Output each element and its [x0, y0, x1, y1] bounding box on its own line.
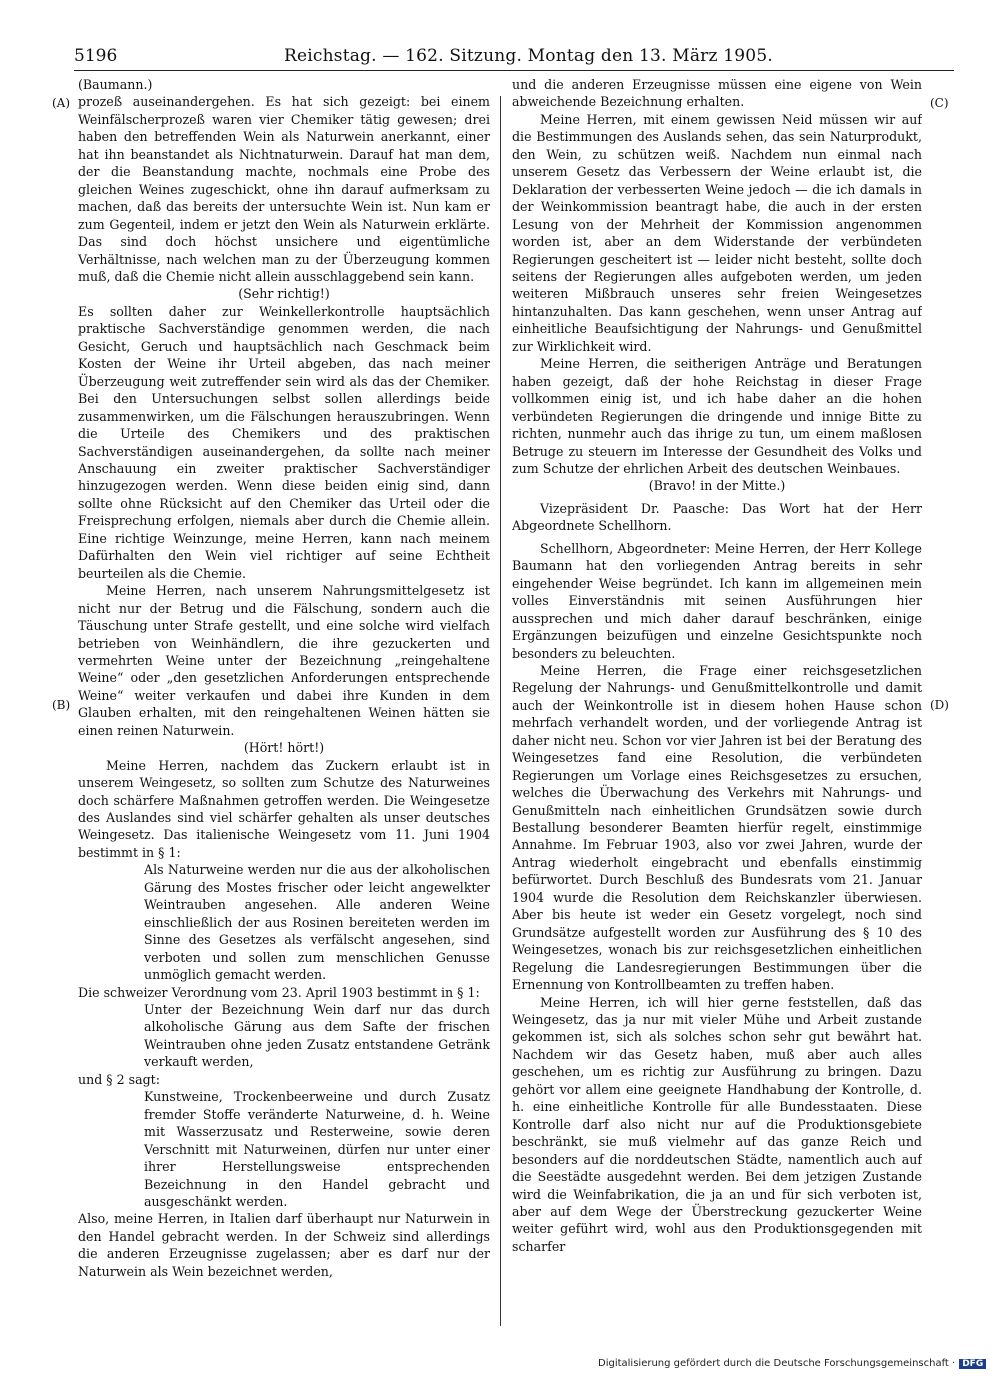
paragraph: prozeß auseinandergehen. Es hat sich gezeigt: bei einem Weinfälscherprozeß waren vier Chemiker tätig gewesen; drei haben den betreffenden Wein als Naturwein anerkannt, einer hat ihn beanstandet als Nichtnaturwein. Darauf hat man dem, der die Beanstandung machte, nochmals eine Probe des gleichen Weines zugeschickt, ohne ihn darauf aufmerksam zu machen, daß das bereits der untersuchte Wein ist. Nun kam er zum Gegenteil, indem er jetzt den Wein als Naturwein erklärte. Das sind doch höchst unsichere und eigentümliche Verhältnisse, nach welchen man zu der Überzeugung kommen muß, daß die Chemie nicht allein ausschlaggebend sein kann. [78, 94, 490, 284]
footer-credit: Digitalisierung gefördert durch die Deutsche Forschungsgemeinschaft · [598, 1358, 956, 1369]
margin-mark-d: (D) [930, 698, 949, 712]
paragraph: Es sollten daher zur Weinkellerkontrolle hauptsächlich praktische Sachverständige genommen werden, die nach Gesicht, Geruch und hauptsächlich nach Geschmack beim Kosten der Weine ihr Urteil abgeben, das nach meiner Überzeugung weit zutreffender sein wird als das der Chemiker. Bei den Untersuchungen selbst sollen allerdings beide zusammenwirken, um die Fälschungen herauszubringen. Wenn die Urteile des Chemikers und des praktischen Sachverständigen auseinandergehen, da sollte nach meiner Anschauung ein zweiter praktischer Sachverständiger hinzugezogen werden. Wenn diese beiden einig sind, dann sollte ohne Rücksicht auf den Chemiker das Urteil oder die Freisprechung erfolgen, niemals aber durch die Chemie allein. Eine richtige Weinzunge, meine Herren, kann nach meinem Dafürhalten den Wein viel richtiger auf seine Echtheit beurteilen als die Chemie. [78, 303, 490, 581]
paragraph: Meine Herren, die Frage einer reichsgesetzlichen Regelung der Nahrungs- und Genußmittelkontrolle und damit auch der Weinkontrolle ist in diesem hohen Hause schon mehrfach verhandelt worden, und der vorliegende Antrag ist daher nicht neu. Schon vor vier Jahren ist bei der Beratung des Weingesetzes fand eine Resolution, die verbündeten Regierungen um Vorlage eines Reichsgesetzes zu ersuchen, welches die Überwachung des Verkehrs mit Nahrungs- und Genußmitteln nach einheitlichen Grundsätzen sowie durch Bestallung besonderer Beamten hierfür regelt, einstimmige Annahme. Im Februar 1903, also vor zwei Jahren, wurde der Antrag wiederholt eingebracht und ebenfalls einstimmig befürwortet. Durch Beschluß des Bundesrats vom 21. Januar 1904 wurde die Resolution dem Reichskanzler überwiesen. Aber bis heute ist weder ein Gesetz vorgelegt, noch sind Grundsätze aufgestellt worden zur Ausführung des § 10 des Weingesetzes, wonach bis zur reichsgesetzlichen einheitlichen Regelung die Landesregierungen Bestimmungen über die Ernennung von Kontrollbeamten zu treffen haben. [512, 662, 922, 993]
page-header [74, 44, 954, 71]
paragraph: Unter der Bezeichnung Wein darf nur das durch alkoholische Gärung aus dem Safte der frischen Weintrauben ohne jeden Zusatz entstandene Getränk verkauft werden, [144, 1002, 490, 1070]
paragraph: (Hört! hört!) [243, 740, 325, 756]
left-column [78, 76, 490, 1326]
paragraph: (Sehr richtig!) [238, 286, 330, 302]
paragraph: Kunstweine, Trockenbeerweine und durch Zusatz fremder Stoffe veränderte Naturweine, d. h. Weine mit Wasserzusatz und Resterweine, sowie deren Verschnitt mit Naturweinen, dürfen nur unter einer ihrer Herstellungsweise entsprechenden Bezeichnung in den Handel gebracht und ausgeschänkt werden. [144, 1089, 490, 1209]
paragraph: (Baumann.) [78, 77, 153, 92]
paragraph: Meine Herren, nachdem das Zuckern erlaubt ist in unserem Weingesetz, so sollten zum Schutze des Naturweines doch schärfere Maßnahmen getroffen werden. Die Weingesetze des Auslandes sind viel schärfer gehalten als unser deutsches Weingesetz. Das italienische Weingesetz vom 11. Juni 1904 bestimmt in § 1: [78, 757, 490, 860]
margin-mark-b: (B) [52, 698, 71, 712]
margin-mark-a: (A) [52, 96, 71, 110]
paragraph: Die schweizer Verordnung vom 23. April 1903 bestimmt in § 1: [78, 984, 480, 1000]
paragraph: Meine Herren, nach unserem Nahrungsmittelgesetz ist nicht nur der Betrug und die Fälschung, sondern auch die Täuschung unter Strafe gestellt, und eine solche wird vielfach betrieben von Weinhändlern, die ihre gezuckerten und vermehrten Weine unter der Bezeichnung „reingehaltene Weine“ oder „den gesetzlichen Anforderungen entsprechende Weine“ weiter verkaufen und dabei ihre Kunden in dem Glauben erhalten, mit den reingehaltenen Weinen hätten sie einen reinen Naturwein. [78, 583, 490, 738]
paragraph: (Bravo! in der Mitte.) [648, 478, 786, 494]
footer [598, 1358, 986, 1369]
right-column [512, 76, 922, 1326]
column-divider [500, 96, 501, 1326]
paragraph: und § 2 sagt: [78, 1071, 160, 1087]
page-number: 5196 [74, 46, 118, 66]
paragraph: Als Naturweine werden nur die aus der alkoholischen Gärung des Mostes frischer oder leicht angewelkter Weintrauben angesehen. Alle anderen Weine einschließlich der aus Rosinen bereiteten werden im Sinne des Gesetzes als verfälscht angesehen, sind verboten und sollen zum menschlichen Genusse unmöglich gemacht werden. [144, 862, 490, 983]
paragraph: Vizepräsident Dr. Paasche: Das Wort hat der Herr Abgeordnete Schellhorn. [512, 500, 922, 534]
dfg-logo: DFG [959, 1359, 986, 1369]
paragraph: Meine Herren, mit einem gewissen Neid müssen wir auf die Bestimmungen des Auslands sehen, das sein Naturprodukt, den Wein, zu schützen weiß. Nachdem nun einmal nach unserem Gesetz das Verbessern der Weine erlaubt ist, die Deklaration der verbesserten Weine jedoch — die ich damals in der Weinkommission beantragt habe, die auch in der ersten Lesung von der Mehrheit der Kommission angenommen worden ist, aber an dem Widerstande der verbündeten Regierungen gescheitert ist — leider nicht besteht, sollte doch seitens der Regierungen alles aufgeboten werden, um jeden weiteren Mißbrauch unseres sehr freien Weingesetzes hintanzuhalten. Das kann geschehen, wenn unser Antrag auf einheitliche Beaufsichtigung der Nahrungs- und Genußmittel zur Wirklichkeit wird. [512, 111, 922, 354]
paragraph: Meine Herren, die seitherigen Anträge und Beratungen haben gezeigt, daß der hohe Reichstag in dieser Frage vollkommen einig ist, und ich habe daher an die hohen verbündeten Regierungen die dringende und innige Bitte zu richten, nunmehr auch das ihrige zu tun, um einem maßlosen Betruge zu steuern im Interesse der Gesundheit des Volks und zum Schutze der ehrlichen Arbeit des deutschen Weinbaues. [512, 356, 922, 476]
paragraph: und die anderen Erzeugnisse müssen eine eigene von Wein abweichende Bezeichnung erhalten. [512, 77, 922, 110]
paragraph: Meine Herren, ich will hier gerne feststellen, daß das Weingesetz, das ja nur mit vieler Mühe und Arbeit zustande gekommen ist, sich als solches schon sehr gut bewährt hat. Nachdem wir das Gesetz haben, muß aber auch alles geschehen, um es richtig zur Ausführung zu bringen. Dazu gehört vor allem eine geeignete Handhabung der Kontrolle, d. h. eine einheitliche Kontrolle für alle Bundesstaaten. Diese Kontrolle darf also nicht nur auf die Produktionsgebiete beschränkt, sie muß vielmehr auf das ganze Reich und besonders auf die norddeutschen Städte, namentlich auch auf die Seestädte ausgedehnt werden. Bei dem jetzigen Zustande wird die Weinfabrikation, die ja an und für sich verboten ist, aber auf dem Wege der Überstreckung gezuckerter Weine weiter geführt wird, wohl aus den Produktionsgegenden mit scharfer [512, 994, 922, 1254]
margin-mark-c: (C) [930, 96, 949, 110]
paragraph: Schellhorn, Abgeordneter: Meine Herren, der Herr Kollege Baumann hat den vorliegenden Antrag bereits in sehr eingehender Weise begründet. Ich kann im allgemeinen mein volles Einverständnis mit seinen Ausführungen hier aussprechen und mich daher darauf beschränken, einige Ergänzungen beizufügen und einzelne Gesichtspunkte noch besonders zu beleuchten. [512, 540, 922, 661]
paragraph: Also, meine Herren, in Italien darf überhaupt nur Naturwein in den Handel gebracht werden. In der Schweiz sind allerdings die anderen Erzeugnisse zugelassen; aber es darf nur der Naturwein als Wein bezeichnet werden, [78, 1211, 490, 1279]
running-title: Reichstag. — 162. Sitzung. Montag den 13. März 1905. [284, 46, 773, 66]
